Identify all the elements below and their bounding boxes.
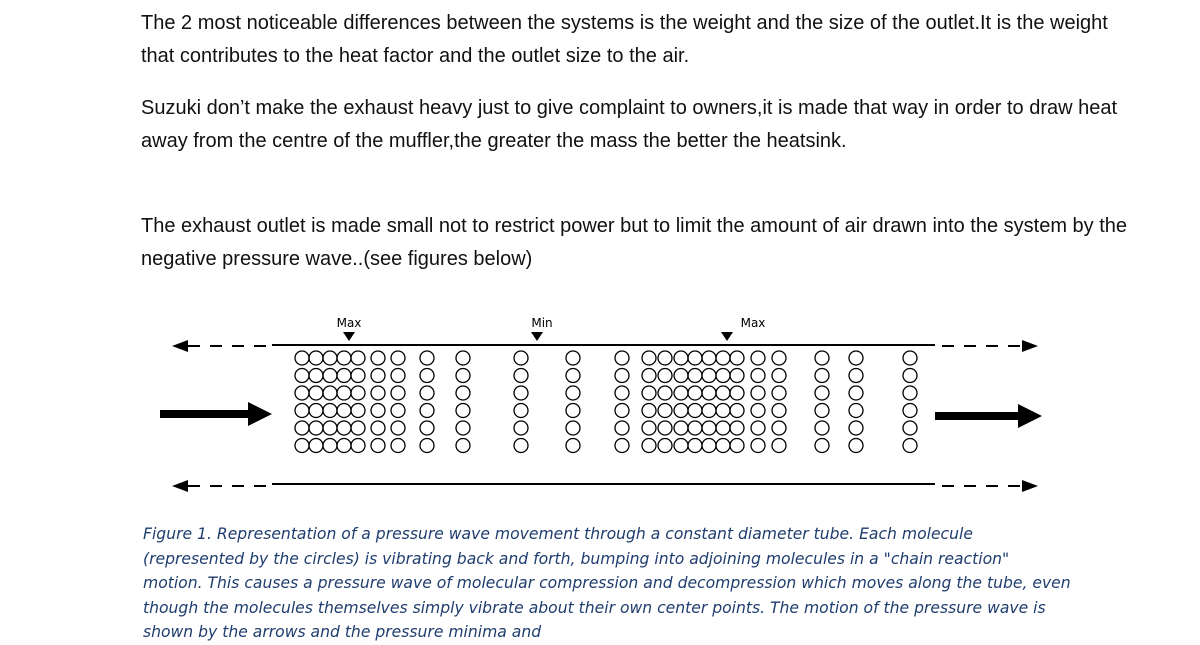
molecule-circle xyxy=(642,421,656,435)
molecule-circle xyxy=(371,351,385,365)
molecule-circle xyxy=(849,404,863,418)
molecule-circle xyxy=(323,439,337,453)
molecule-circle xyxy=(702,421,716,435)
marker-min-center xyxy=(531,332,543,341)
molecule-circle xyxy=(309,404,323,418)
molecule-circle xyxy=(730,404,744,418)
molecule-circle xyxy=(751,351,765,365)
molecule-circle xyxy=(716,369,730,383)
paragraph-differences: The 2 most noticeable differences between the systems is the weight and the size of the outlet.It is the weight that contributes to the heat factor and the outlet size to the air. xyxy=(141,12,1108,67)
molecule-circle xyxy=(566,421,580,435)
molecule-circle xyxy=(702,404,716,418)
molecule-circle xyxy=(371,369,385,383)
molecule-circle xyxy=(658,439,672,453)
molecule-circle xyxy=(716,421,730,435)
molecule-circle xyxy=(688,369,702,383)
molecule-circle xyxy=(688,421,702,435)
molecule-circle xyxy=(456,421,470,435)
molecule-circle xyxy=(815,404,829,418)
molecule-circle xyxy=(371,404,385,418)
molecule-circle xyxy=(371,386,385,400)
molecule-circle xyxy=(323,404,337,418)
molecule-circle xyxy=(772,386,786,400)
molecule-circle xyxy=(514,386,528,400)
molecule-circle xyxy=(751,369,765,383)
molecule-circle xyxy=(702,386,716,400)
molecule-circle xyxy=(295,404,309,418)
molecule-circle xyxy=(730,369,744,383)
molecule-circle xyxy=(772,404,786,418)
molecule-circle xyxy=(420,404,434,418)
molecule-circle xyxy=(815,439,829,453)
molecule-circle xyxy=(391,439,405,453)
molecule-circle xyxy=(815,386,829,400)
molecule-circle xyxy=(815,351,829,365)
molecule-circle xyxy=(716,404,730,418)
molecule-circle xyxy=(391,351,405,365)
molecule-circle xyxy=(337,386,351,400)
molecule-circle xyxy=(658,404,672,418)
label-max-right: Max xyxy=(740,316,766,330)
molecule-circle xyxy=(566,351,580,365)
paragraph-exhaust-outlet: The exhaust outlet is made small not to restrict power but to limit the amount of air drawn into the system by the negative pressure wave..(see figures below) xyxy=(141,215,1128,270)
molecule-circle xyxy=(642,386,656,400)
molecule-circle xyxy=(566,369,580,383)
molecule-circle xyxy=(566,404,580,418)
molecule-circle xyxy=(337,421,351,435)
molecule-circle xyxy=(642,439,656,453)
molecule-circle xyxy=(658,386,672,400)
molecule-circle xyxy=(351,404,365,418)
molecule-circle xyxy=(371,421,385,435)
molecule-circle xyxy=(702,439,716,453)
molecule-circle xyxy=(514,421,528,435)
molecule-circle xyxy=(688,351,702,365)
molecule-circle xyxy=(456,439,470,453)
molecule-circle xyxy=(730,421,744,435)
molecule-circle xyxy=(702,351,716,365)
molecule-circle xyxy=(674,351,688,365)
arrow-left-bottom xyxy=(172,480,188,492)
molecule-circle xyxy=(351,421,365,435)
molecule-circle xyxy=(323,386,337,400)
arrow-left-top xyxy=(172,340,188,352)
molecule-circle xyxy=(566,386,580,400)
molecule-circle xyxy=(702,369,716,383)
molecule-circle xyxy=(751,404,765,418)
molecule-circle xyxy=(730,386,744,400)
arrow-right-top xyxy=(1022,340,1038,352)
molecule-circle xyxy=(351,351,365,365)
label-min-center: Min xyxy=(531,316,553,330)
molecule-circle xyxy=(772,439,786,453)
molecule-circle xyxy=(615,404,629,418)
flow-arrow-out-shaft xyxy=(935,412,1020,420)
flow-arrow-in-shaft xyxy=(160,410,250,418)
marker-max-right xyxy=(721,332,733,341)
molecule-circle xyxy=(849,421,863,435)
molecule-circle xyxy=(751,386,765,400)
molecule-circle xyxy=(815,421,829,435)
molecule-circles xyxy=(295,351,917,453)
molecule-circle xyxy=(642,404,656,418)
molecule-circle xyxy=(351,369,365,383)
molecule-circle xyxy=(751,439,765,453)
molecule-circle xyxy=(420,439,434,453)
molecule-circle xyxy=(849,386,863,400)
molecule-circle xyxy=(751,421,765,435)
molecule-circle xyxy=(420,369,434,383)
molecule-circle xyxy=(772,351,786,365)
molecule-circle xyxy=(295,421,309,435)
molecule-circle xyxy=(371,439,385,453)
molecule-circle xyxy=(295,439,309,453)
molecule-circle xyxy=(323,421,337,435)
molecule-circle xyxy=(688,439,702,453)
molecule-circle xyxy=(730,439,744,453)
molecule-circle xyxy=(849,439,863,453)
molecule-circle xyxy=(903,351,917,365)
molecule-circle xyxy=(566,439,580,453)
molecule-circle xyxy=(295,369,309,383)
molecule-circle xyxy=(674,386,688,400)
arrow-right-bottom xyxy=(1022,480,1038,492)
molecule-circle xyxy=(309,439,323,453)
molecule-circle xyxy=(337,351,351,365)
molecule-circle xyxy=(295,386,309,400)
molecule-circle xyxy=(688,386,702,400)
molecule-circle xyxy=(351,439,365,453)
molecule-circle xyxy=(849,369,863,383)
molecule-circle xyxy=(730,351,744,365)
molecule-circle xyxy=(456,386,470,400)
molecule-circle xyxy=(615,369,629,383)
molecule-circle xyxy=(615,439,629,453)
molecule-circle xyxy=(658,351,672,365)
molecule-circle xyxy=(658,369,672,383)
molecule-circle xyxy=(903,421,917,435)
label-max-left: Max xyxy=(336,316,362,330)
molecule-circle xyxy=(309,351,323,365)
molecule-circle xyxy=(456,404,470,418)
molecule-circle xyxy=(849,351,863,365)
molecule-circle xyxy=(772,369,786,383)
molecule-circle xyxy=(658,421,672,435)
marker-max-left xyxy=(343,332,355,341)
molecule-circle xyxy=(615,386,629,400)
molecule-circle xyxy=(309,369,323,383)
molecule-circle xyxy=(642,351,656,365)
molecule-circle xyxy=(351,386,365,400)
molecule-circle xyxy=(674,421,688,435)
molecule-circle xyxy=(420,351,434,365)
molecule-circle xyxy=(716,351,730,365)
molecule-circle xyxy=(323,351,337,365)
paragraph-exhaust-weight: Suzuki don’t make the exhaust heavy just to give complaint to owners,it is made that way in order to draw heat away from the centre of the muffler,the greater the mass the better the heatsink. xyxy=(141,97,1118,152)
molecule-circle xyxy=(716,439,730,453)
flow-arrow-out-head xyxy=(1018,404,1042,428)
molecule-circle xyxy=(420,386,434,400)
molecule-circle xyxy=(337,369,351,383)
molecule-circle xyxy=(337,404,351,418)
molecule-circle xyxy=(514,351,528,365)
molecule-circle xyxy=(688,404,702,418)
molecule-circle xyxy=(674,439,688,453)
molecule-circle xyxy=(295,351,309,365)
molecule-circle xyxy=(323,369,337,383)
molecule-circle xyxy=(903,439,917,453)
molecule-circle xyxy=(815,369,829,383)
molecule-circle xyxy=(337,439,351,453)
molecule-circle xyxy=(772,421,786,435)
molecule-circle xyxy=(514,404,528,418)
molecule-circle xyxy=(391,404,405,418)
figure-caption: Figure 1. Representation of a pressure wave movement through a constant diameter tube. Each molecule (represented by the circles) is vibrating back and forth, bumping into adjoining molecules in a "chain reaction" motion. This causes a pressure wave of molecular compression and decompression which moves along the tube, even though the molecules themselves simply vibrate about their own center points. The motion of the pressure wave is shown by the arrows and the pressure minima and xyxy=(143,525,1071,641)
flow-arrow-in-head xyxy=(248,402,272,426)
molecule-circle xyxy=(903,369,917,383)
molecule-circle xyxy=(309,421,323,435)
molecule-circle xyxy=(615,351,629,365)
molecule-circle xyxy=(514,369,528,383)
molecule-circle xyxy=(514,439,528,453)
molecule-circle xyxy=(903,404,917,418)
molecule-circle xyxy=(615,421,629,435)
molecule-circle xyxy=(309,386,323,400)
molecule-circle xyxy=(674,369,688,383)
molecule-circle xyxy=(903,386,917,400)
pressure-wave-diagram xyxy=(0,300,1200,510)
molecule-circle xyxy=(420,421,434,435)
molecule-circle xyxy=(391,369,405,383)
molecule-circle xyxy=(642,369,656,383)
molecule-circle xyxy=(456,369,470,383)
molecule-circle xyxy=(456,351,470,365)
molecule-circle xyxy=(391,386,405,400)
molecule-circle xyxy=(716,386,730,400)
molecule-circle xyxy=(674,404,688,418)
molecule-circle xyxy=(391,421,405,435)
